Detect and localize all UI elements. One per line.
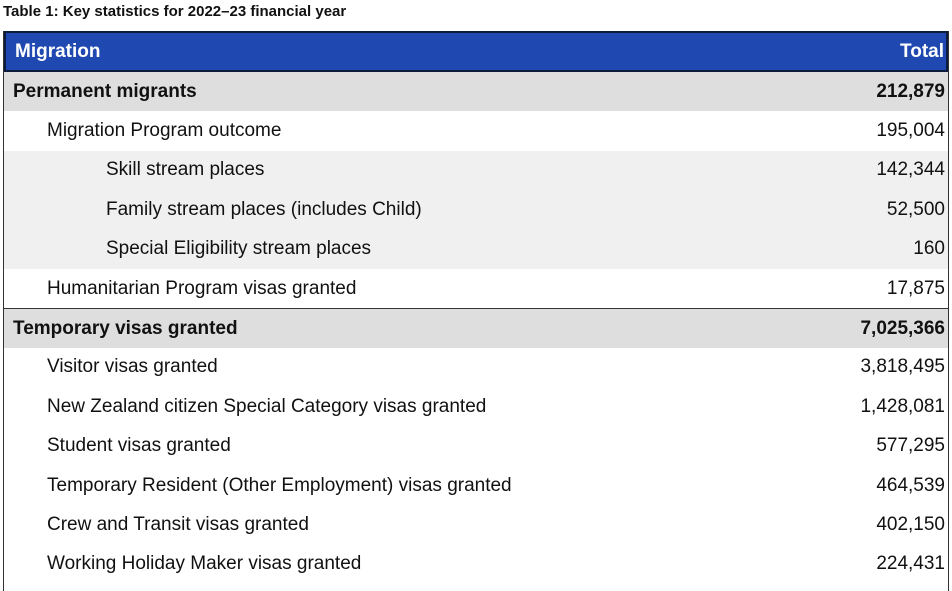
row-value: 17,875 [886,277,945,299]
row-label: Family stream places (includes Child) [106,198,422,220]
row-value: 402,150 [876,513,945,535]
row-value: 52,500 [886,198,945,220]
table-header [4,31,948,72]
table-row [4,545,948,584]
row-label: Skill stream places [106,159,265,181]
row-label: Temporary Resident (Other Employment) visas granted [47,474,512,496]
table-row [4,269,948,308]
table-caption: Table 1: Key statistics for 2022–23 financial year [3,3,347,20]
row-label: Student visas granted [47,435,231,457]
row-value: 7,025,366 [860,317,945,339]
section-row-permanent [4,72,948,111]
statistics-table [3,31,949,591]
row-label: Working Holiday Maker visas granted [47,553,362,575]
row-value: 1,428,081 [860,395,945,417]
row-value: 142,344 [876,159,945,181]
row-label: New Zealand citizen Special Category visas granted [47,395,487,417]
row-label: Crew and Transit visas granted [47,513,309,535]
table-row [4,387,948,426]
table-row [4,505,948,544]
table-row [4,111,948,150]
row-label: Temporary visas granted [13,317,238,339]
table-row [4,466,948,505]
header-total: Total [900,40,944,62]
row-value: 3,818,495 [860,356,945,378]
table-row [4,151,948,190]
table-row [4,230,948,269]
row-label: Special Eligibility stream places [106,238,372,260]
section-row-temporary [4,308,948,347]
row-value: 195,004 [876,120,945,142]
table-row [4,427,948,466]
row-value: 464,539 [876,474,945,496]
table-row [4,348,948,387]
header-migration: Migration [15,40,101,62]
row-label: Visitor visas granted [47,356,218,378]
row-label: Humanitarian Program visas granted [47,277,357,299]
row-label: Permanent migrants [13,80,197,102]
table-row [4,190,948,229]
row-label: Migration Program outcome [47,120,282,142]
row-value: 224,431 [876,553,945,575]
row-value: 212,879 [876,80,945,102]
row-value: 577,295 [876,435,945,457]
row-value: 160 [913,238,945,260]
